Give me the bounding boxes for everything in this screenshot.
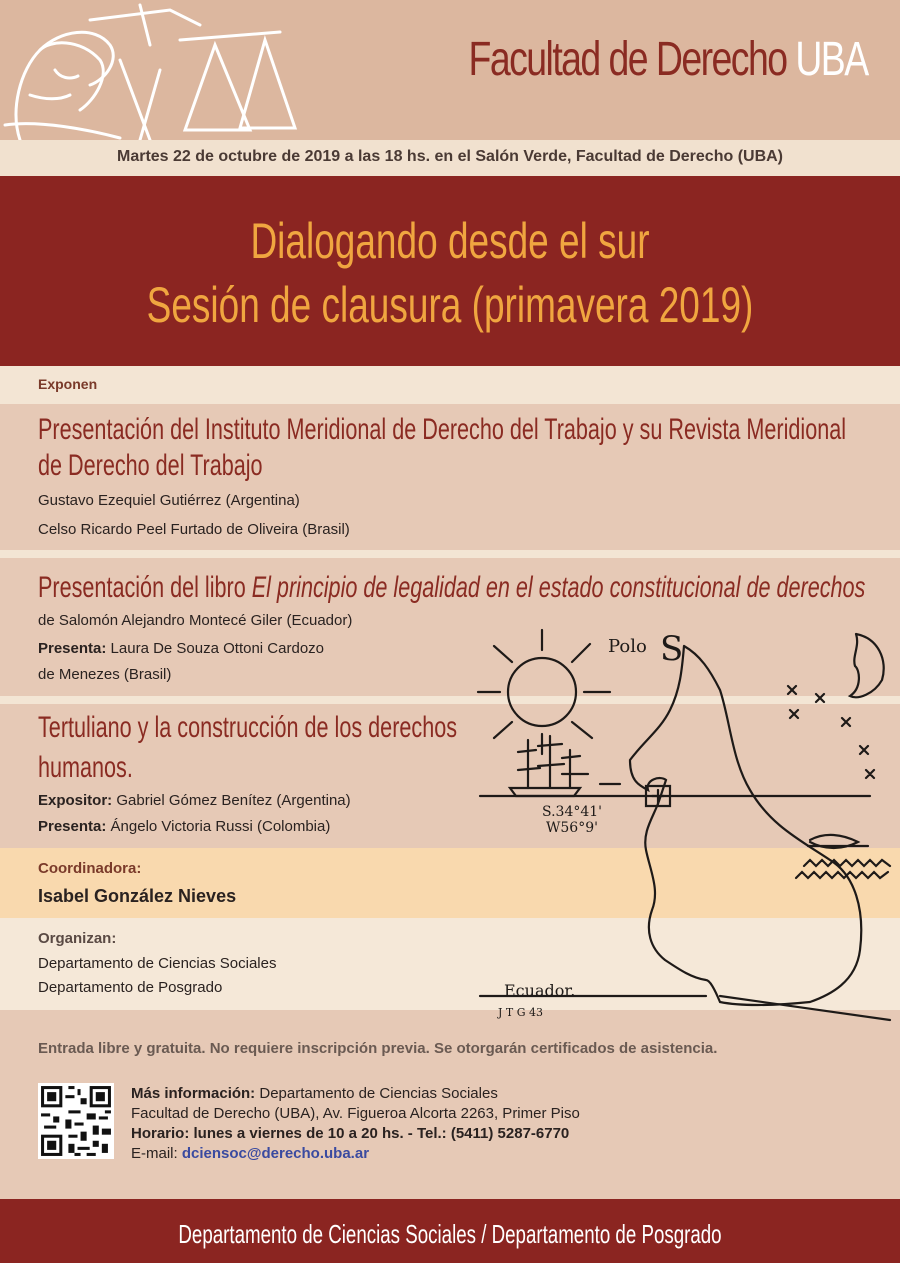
organizan-label: Organizan: [38,930,117,947]
email-link[interactable]: dciensoc@derecho.uba.ar [181,1145,370,1162]
info-email: E-mail: dciensoc@derecho.uba.ar [131,1145,370,1162]
section2-presenta: Presenta: Laura De Souza Ottoni Cardozo [38,640,324,657]
justice-illustration [0,0,320,142]
footer-band [0,1199,900,1263]
header-title: Facultad de Derecho UBA [468,33,868,86]
inverted-map-drawing [470,610,900,1030]
section3-presenta: Presenta: Ángelo Victoria Russi (Colombia) [38,818,331,835]
section3-title-line1: Tertuliano y la construcción de los derechos [38,711,458,744]
info-horario: Horario: lunes a viernes de 10 a 20 hs. - Tel.: (5411) 5287-6770 [131,1125,570,1142]
divider [0,550,900,558]
organizan-org1: Departamento de Ciencias Sociales [38,955,277,972]
coordinadora-name: Isabel González Nieves [38,886,237,906]
entrada-text: Entrada libre y gratuita. No requiere inscripción previa. Se otorgarán certificados de asistencia. [38,1040,718,1057]
section1-speaker2: Celso Ricardo Peel Furtado de Oliveira (Brasil) [38,521,350,538]
ecuador-label: Ecuador. [504,981,576,1000]
coordinadora-label: Coordinadora: [38,860,142,877]
footer-text: Departamento de Ciencias Sociales / Departamento de Posgrado [178,1219,722,1249]
section3-expositor: Expositor: Gabriel Gómez Benítez (Argentina) [38,792,351,809]
section1-title-line1: Presentación del Instituto Meridional de Derecho del Trabajo y su Revista Meridional [38,413,847,446]
event-subtitle: Sesión de clausura (primavera 2019) [146,277,754,333]
polo-label: Polo [608,636,647,657]
title-band [0,176,900,366]
section3-title-line2: humanos. [38,751,133,784]
date-bar [0,140,900,176]
section1-title-line2: de Derecho del Trabajo [38,449,263,482]
coords-line1: S.34°41' [542,804,603,820]
section1-speaker1: Gustavo Ezequiel Gutiérrez (Argentina) [38,492,300,509]
info-mas: Más información: Departamento de Ciencias Sociales [131,1085,498,1102]
polo-s-label: S [660,629,684,669]
ecuador-numbers: J T G 43 [498,1006,544,1019]
exponen-label: Exponen [38,376,98,392]
exponen-stripe [0,366,900,404]
sun-drawing [508,658,576,726]
section2-presenta-cont: de Menezes (Brasil) [38,666,172,683]
section2-title: Presentación del libro El principio de legalidad en el estado constitucional de derechos [38,571,866,604]
info-address: Facultad de Derecho (UBA), Av. Figueroa Alcorta 2263, Primer Piso [131,1105,580,1122]
event-date: Martes 22 de octubre de 2019 a las 18 hs. en el Salón Verde, Facultad de Derecho (UBA) [116,148,784,165]
event-title: Dialogando desde el sur [250,213,650,269]
section2-author: de Salomón Alejandro Montecé Giler (Ecuador) [38,612,353,629]
qr-code[interactable] [38,1083,114,1159]
header-band [0,0,900,142]
organizan-org2: Departamento de Posgrado [38,979,223,996]
coords-line2: W56°9' [546,820,598,836]
